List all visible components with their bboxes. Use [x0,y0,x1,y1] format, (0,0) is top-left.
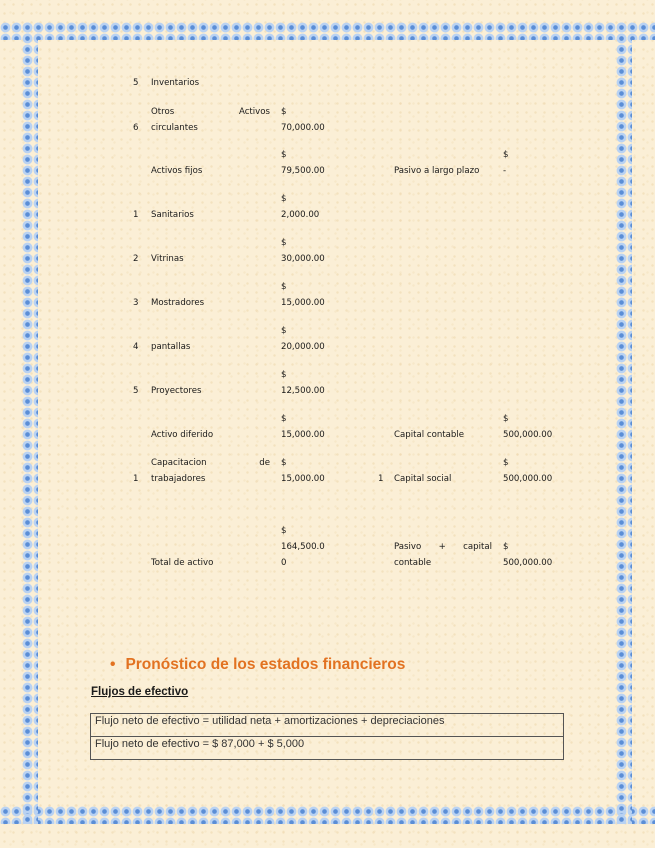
amount: 12,500.00 [281,386,325,396]
row-label: Activos fijos [151,166,203,176]
section-heading [110,656,405,674]
amount: 20,000.00 [281,342,325,352]
right-currency-symbol: $ [503,414,509,424]
row-label: Mostradores [151,298,205,308]
right-label: Capital contable [394,430,465,440]
right-label: Capital social [394,474,452,484]
row-number: 2 [133,254,139,264]
row-label: Vitrinas [151,254,184,264]
amount: 30,000.00 [281,254,325,264]
currency-symbol: $ [281,238,287,248]
table-row [91,737,564,760]
row-label-line1 [151,105,270,119]
amount-line1: 164,500.0 [281,542,325,552]
label-word: Activos [238,107,270,117]
currency-symbol: $ [281,326,287,336]
formula-cell: Flujo neto de efectivo = $ 87,000 + $ 5,000 [91,737,564,760]
right-currency-symbol: $ [503,458,509,468]
right-label-line2: contable [394,558,432,568]
row-number: 3 [133,298,139,308]
amount-line2: 0 [281,558,287,568]
currency-symbol: $ [281,526,287,536]
right-amount: 500,000.00 [503,430,553,440]
table-row [91,714,564,737]
label-word: Capacitacion [151,458,207,468]
amount: 2,000.00 [281,210,320,220]
subheading: Flujos de efectivo [91,686,189,698]
row-label-line1 [151,456,270,470]
row-label: pantallas [151,342,191,352]
formula-cell: Flujo neto de efectivo = utilidad neta + amortizaciones + depreciaciones [91,714,564,737]
row-label: Total de activo [151,558,214,568]
row-number: 1 [133,210,139,220]
currency-symbol: $ [281,414,287,424]
label-word: capital [463,542,492,552]
page-border-left [22,22,38,824]
row-label: Proyectores [151,386,202,396]
currency-symbol: $ [281,370,287,380]
row-number: 6 [133,123,139,133]
right-label-line1 [394,540,492,554]
page-border-right [616,22,632,824]
right-currency-symbol: $ [503,542,509,552]
row-label: Activo diferido [151,430,214,440]
label-word: de [259,458,270,468]
row-label-line2: circulantes [151,123,198,133]
currency-symbol: $ [281,194,287,204]
right-row-number: 1 [378,474,384,484]
amount: 15,000.00 [281,474,325,484]
currency-symbol: $ [281,458,287,468]
currency-symbol: $ [281,282,287,292]
currency-symbol: $ [281,107,287,117]
formula-table [90,713,564,760]
row-number: 5 [133,78,139,88]
amount: 15,000.00 [281,298,325,308]
amount: 79,500.00 [281,166,325,176]
row-number: 1 [133,474,139,484]
right-amount: - [503,166,507,176]
row-label-line2: trabajadores [151,474,206,484]
amount: 70,000.00 [281,123,325,133]
label-word: + [438,542,446,552]
label-word: Otros [151,107,175,117]
row-number: 4 [133,342,139,352]
amount: 15,000.00 [281,430,325,440]
row-label: Inventarios [151,78,200,88]
right-amount: 500,000.00 [503,558,553,568]
section-title: Pronóstico de los estados financieros [125,656,406,673]
page-border-top [0,22,655,40]
right-label: Pasivo a largo plazo [394,166,480,176]
bullet-icon: • [110,656,116,673]
page-border-bottom [0,806,655,824]
label-word: Pasivo [394,542,422,552]
row-label: Sanitarios [151,210,194,220]
row-number: 5 [133,386,139,396]
currency-symbol: $ [281,150,287,160]
right-amount: 500,000.00 [503,474,553,484]
right-currency-symbol: $ [503,150,509,160]
